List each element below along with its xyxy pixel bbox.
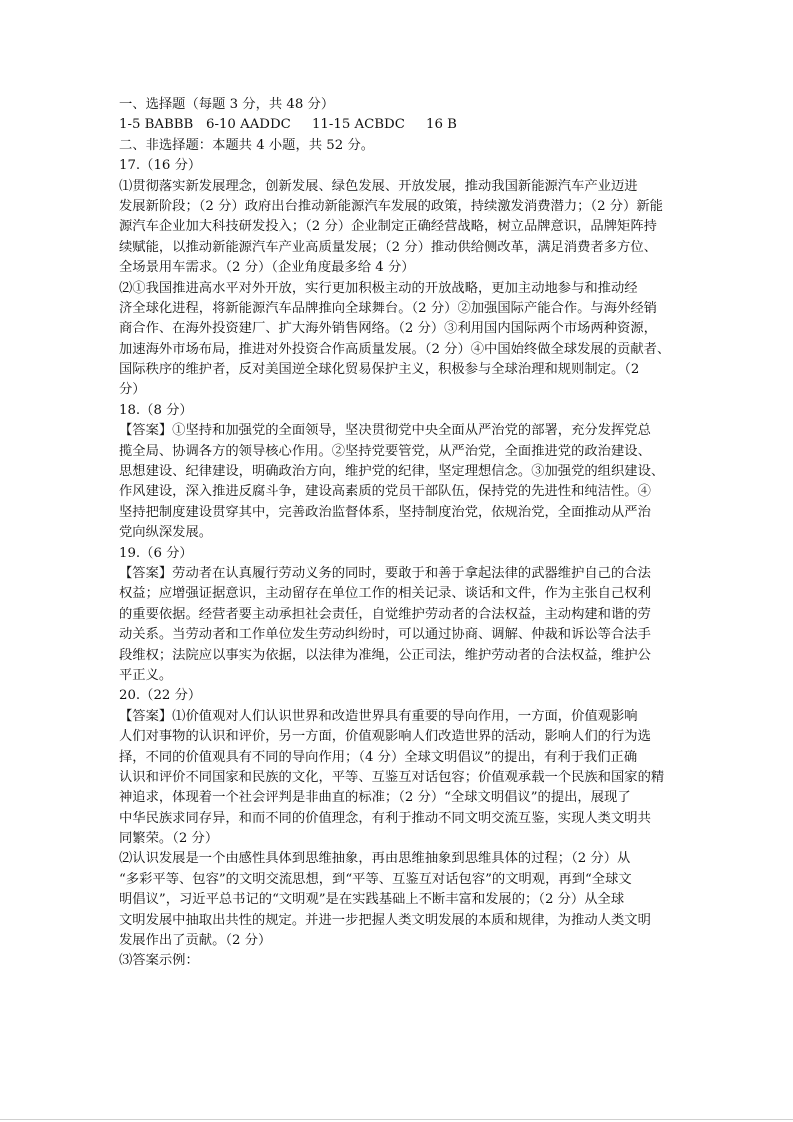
q20-part2-line: 发展作出了贡献。（2 分）	[119, 933, 272, 949]
page-bottom-rule	[0, 1119, 793, 1120]
q20-part1-line: 择，不同的价值观具有不同的导向作用；（4 分）全球文明倡议”的提出，有利于我们正确	[119, 749, 638, 765]
q17-part2-line: 分）	[119, 382, 146, 398]
q20-part1-line: 人们对事物的认识和评价，另一方面，价值观影响人们改造世界的活动，影响人们的行为选	[119, 729, 651, 745]
q18-answer-line: 作风建设，深入推进反腐斗争，建设高素质的党员干部队伍，保持党的先进性和纯洁性。④	[119, 484, 651, 500]
q20-part1	[119, 707, 679, 850]
q18-answer	[119, 421, 679, 543]
q17-part2-line: 济全球化进程，将新能源汽车品牌推向全球舞台。（2 分）②加强国际产能合作。与海外经销	[119, 300, 657, 316]
q17-part2-line: ⑵①我国推进高水平对外开放，实行更加积极主动的开放战略，更加主动地参与和推动经	[119, 280, 638, 296]
q17-part1-line: 源汽车企业加大科技研发投入；（2 分）企业制定正确经营战略，树立品牌意识，品牌矩阵持	[119, 219, 657, 235]
q20-part1-line: 认识和评价不同国家和民族的文化，平等、互鉴互对话包容；价值观承载一个民族和国家的精	[119, 769, 665, 785]
q18-answer-line: 【答案】①坚持和加强党的全面领导，坚决贯彻党中央全面从严治党的部署，充分发挥党总	[119, 423, 651, 439]
section1-answers: 1-5 BABBB 6-10 AADDC 11-15 ACBDC 16 B	[119, 117, 457, 133]
section2-heading: 二、非选择题：本题共 4 小题，共 52 分。	[119, 137, 375, 153]
q17-part2-line: 国际秩序的维护者，反对美国逆全球化贸易保护主义，积极参与全球治理和规则制定。（2	[119, 362, 640, 378]
q20-part1-line: 中华民族求同存异，和而不同的价值理念，有利于推动不同文明交流互鉴，实现人类文明共	[119, 810, 651, 826]
q17-part2	[119, 279, 679, 401]
q17-part1-line: ⑴贯彻落实新发展理念，创新发展、绿色发展、开放发展，推动我国新能源汽车产业迈进	[119, 178, 638, 194]
q19-answer-line: 段维权；法院应以事实为依据，以法律为准绳，公正司法，维护劳动者的合法权益，维护公	[119, 647, 651, 663]
q20-part2-line: 明倡议”，习近平总书记的“文明观”是在实践基础上不断丰富和发展的；（2 分）从全球	[119, 892, 625, 908]
q20-part2-line: 文明发展中抽取出共性的规定。并进一步把握人类文明发展的本质和规律，为推动人类文明	[119, 912, 651, 928]
q19-answer	[119, 564, 679, 686]
q18-answer-line: 坚持把制度建设贯穿其中，完善政治监督体系，坚持制度治党，依规治党，全面推动从严治	[119, 504, 651, 520]
q20-part2-line: “多彩平等、包容”的文明交流思想，到“平等、互鉴互对话包容”的文明观，再到“全球文	[119, 871, 632, 887]
q18-answer-line: 党向纵深发展。	[119, 525, 213, 541]
q20-part2-line: ⑵认识发展是一个由感性具体到思维抽象，再由思维抽象到思维具体的过程；（2 分）从	[119, 851, 631, 867]
q20-part1-line: 神追求，体现着一个社会评判是非曲直的标准；（2 分）“全球文明倡议”的提出，展现了	[119, 790, 631, 806]
q19-answer-line: 动关系。当劳动者和工作单位发生劳动纠纷时，可以通过协商、调解、仲裁和诉讼等合法手	[119, 627, 651, 643]
q19-answer-line: 权益；应增强证据意识，主动留存在单位工作的相关记录、谈话和文件，作为主张自己权利	[119, 586, 651, 602]
q17-part2-line: 加速海外市场布局，推进对外投资合作高质量发展。（2 分）④中国始终做全球发展的贡献者、	[119, 341, 671, 357]
q19-answer-line: 平正义。	[119, 667, 173, 683]
q17-title: 17.（16 分）	[119, 158, 202, 174]
q18-answer-line: 思想建设、纪律建设，明确政治方向，维护党的纪律，坚定理想信念。③加强党的组织建设、	[119, 464, 665, 480]
q20-part2	[119, 849, 679, 951]
q19-answer-line: 【答案】劳动者在认真履行劳动义务的同时，要敢于和善于拿起法律的武器维护自己的合法	[119, 565, 651, 581]
q18-answer-line: 揽全局、协调各方的领导核心作用。②坚持党要管党，从严治党，全面推进党的政治建设、	[119, 443, 651, 459]
q17-part1	[119, 177, 679, 279]
q17-part1-line: 发展新阶段；（2 分）政府出台推动新能源汽车发展的政策，持续激发消费潜力；（2 分）新能	[119, 198, 663, 214]
q19-title: 19.（6 分）	[119, 545, 193, 561]
q19-answer-line: 的重要依据。经营者要主动承担社会责任，自觉维护劳动者的合法权益，主动构建和谐的劳	[119, 606, 651, 622]
section1-heading: 一、选择题（每题 3 分，共 48 分）	[119, 97, 335, 112]
q20-title: 20.（22 分）	[119, 688, 202, 704]
q17-part2-line: 商合作、在海外投资建厂、扩大海外销售网络。（2 分）③利用国内国际两个市场两种资源，	[119, 321, 657, 337]
q20-part1-line: 同繁荣。（2 分）	[119, 831, 219, 847]
q17-part1-line: 续赋能，以推动新能源汽车产业高质量发展；（2 分）推动供给侧改革，满足消费者多方位、	[119, 239, 657, 255]
q20-part1-line: 【答案】⑴价值观对人们认识世界和改造世界具有重要的导向作用，一方面，价值观影响	[119, 708, 638, 724]
answer-document	[119, 95, 679, 972]
q18-title: 18.（8 分）	[119, 402, 193, 418]
q20-part3: ⑶答案示例：	[119, 953, 199, 969]
q17-part1-line: 全场景用车需求。（2 分）（企业角度最多给 4 分）	[119, 260, 415, 276]
